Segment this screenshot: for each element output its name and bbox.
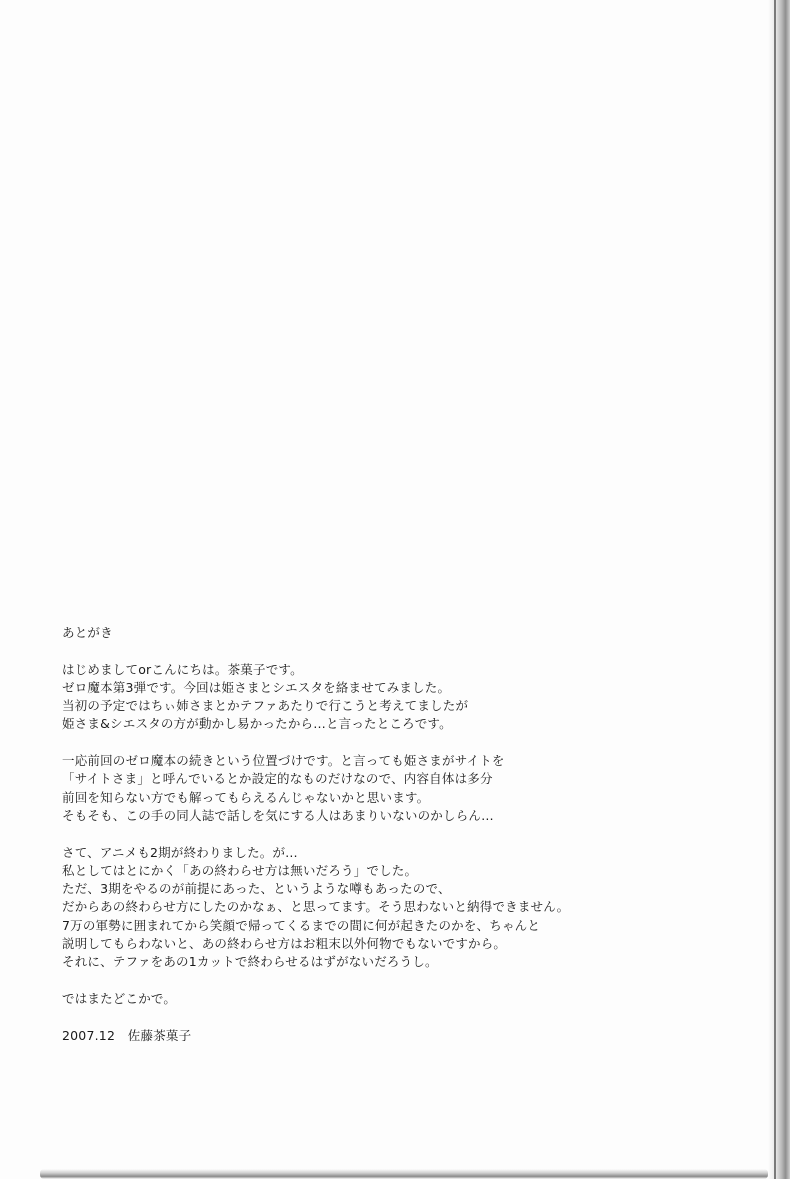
text-line: 一応前回のゼロ魔本の続きという位置づけです。と言っても姫さまがサイトを <box>62 753 505 769</box>
text-line: そもそも、この手の同人誌で話しを気にする人はあまりいないのかしらん… <box>62 807 494 823</box>
text-line: 当初の予定ではちぃ姉さまとかテファあたりで行こうと考えてましたが <box>62 698 469 714</box>
text-line: ゼロ魔本第3弾です。今回は姫さまとシエスタを絡ませてみました。 <box>62 679 451 695</box>
text-line: 「サイトさま」と呼んでいるとか設定的なものだけなので、内容自体は多分 <box>62 771 493 787</box>
text-line: 姫さま&シエスタの方が動かし易かったから…と言ったところです。 <box>62 716 452 732</box>
text-line: ただ、3期をやるのが前提にあった、というような噂もあったので、 <box>62 881 451 897</box>
text-line: 前回を知らない方でも解ってもらえるんじゃないかと思います。 <box>62 789 430 805</box>
page-bottom-shadow <box>40 1169 768 1179</box>
afterword-text <box>62 624 742 1045</box>
signature: 2007.12 佐藤茶菓子 <box>62 1027 192 1043</box>
text-line: 私としてはとにかく「あの終わらせ方は無いだろう」でした。 <box>62 862 418 878</box>
paragraph-2 <box>62 752 742 825</box>
page-spine-line <box>774 0 776 1197</box>
text-line: それに、テファをあの1カットで終わらせるはずがないだろうし。 <box>62 954 438 970</box>
afterword-heading: あとがき <box>62 625 113 640</box>
paragraph-3 <box>62 844 742 972</box>
text-line: さて、アニメも2期が終わりました。が… <box>62 844 298 860</box>
text-line: 7万の軍勢に囲まれてから笑顔で帰ってくるまでの間に何が起きたのかを、ちゃんと <box>62 917 541 933</box>
text-line: ではまたどこかで。 <box>62 990 177 1006</box>
page-bottom-margin <box>0 1179 790 1197</box>
paragraph-4 <box>62 990 742 1008</box>
text-line: はじめましてorこんにちは。茶菓子です。 <box>62 661 303 677</box>
paragraph-1 <box>62 661 742 734</box>
text-line: 説明してもらわないと、あの終わらせ方はお粗末以外何物でもないですから。 <box>62 936 507 952</box>
text-line: だからあの終わらせ方にしたのかなぁ、と思ってます。そう思わないと納得できません。 <box>62 899 570 915</box>
page-spine-shadow <box>768 0 790 1197</box>
